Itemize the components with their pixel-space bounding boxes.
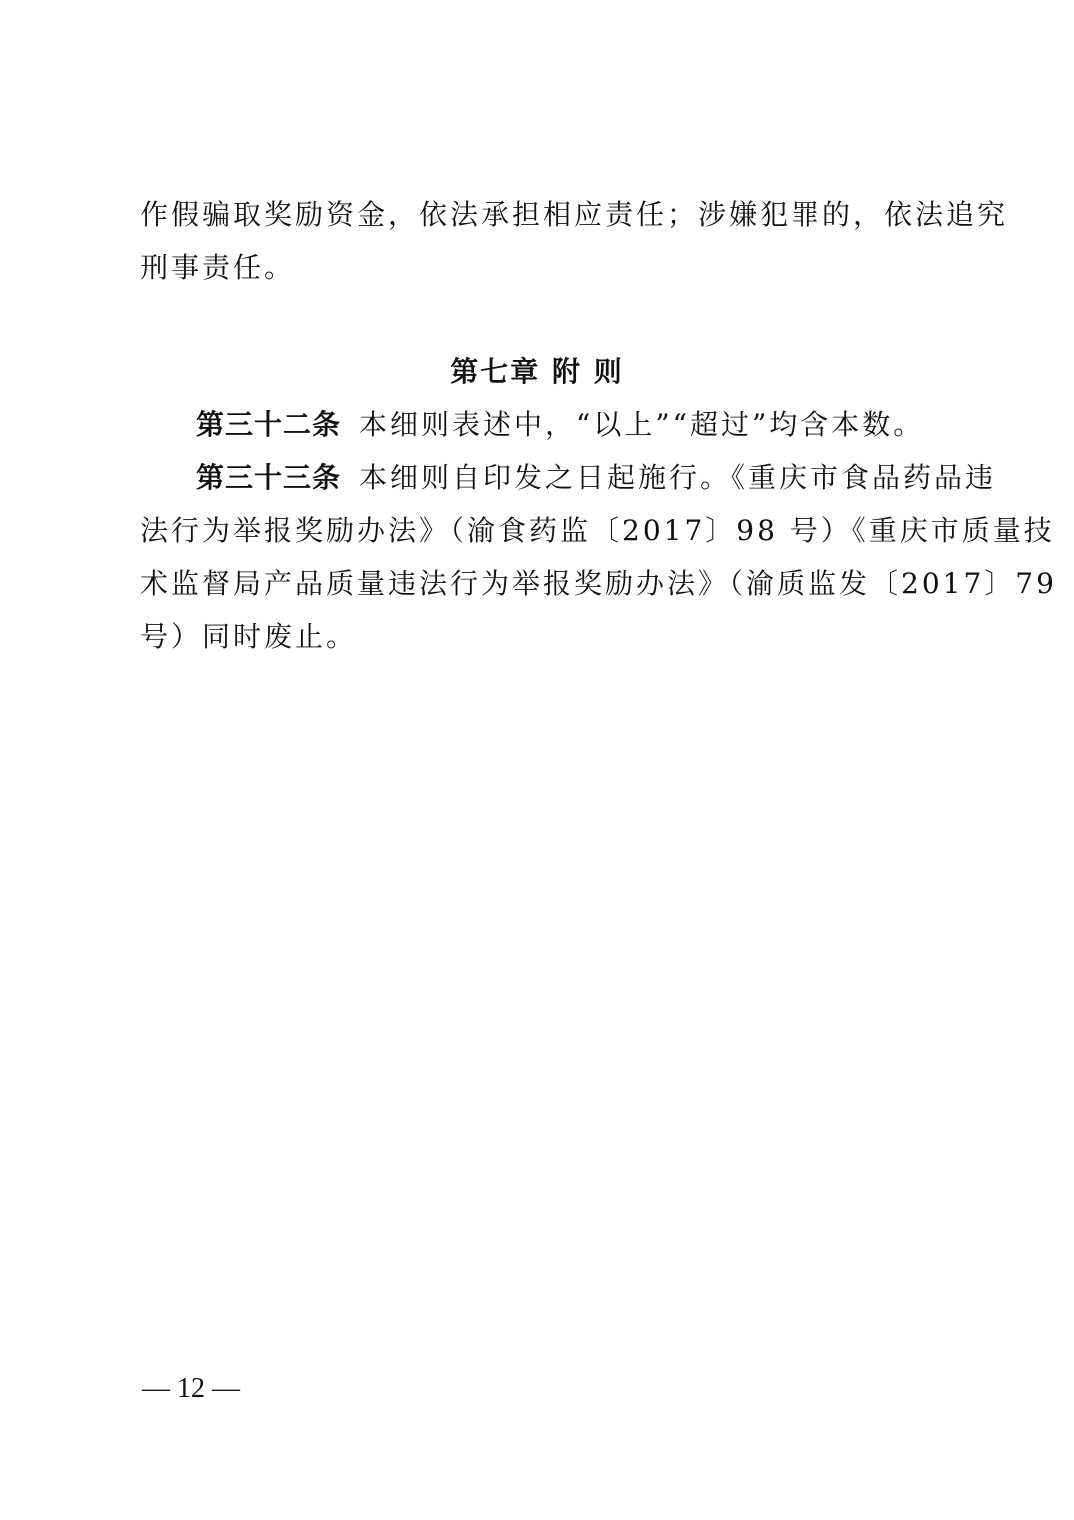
article-32 xyxy=(196,405,924,445)
paragraph-line: 刑事责任。 xyxy=(140,251,296,284)
paragraph-line: 术监督局产品质量违法行为举报奖励办法》（渝质监发〔2017〕79 xyxy=(140,567,1057,600)
page-number: — 12 — xyxy=(142,1373,240,1404)
article-33 xyxy=(196,458,996,498)
paragraph-line: 号）同时废止。 xyxy=(140,620,358,653)
article-label: 第三十二条 xyxy=(196,408,342,441)
chapter-heading: 第七章 附 则 xyxy=(450,355,624,388)
article-label: 第三十三条 xyxy=(196,461,342,494)
article-text: 本细则自印发之日起施行。《重庆市食品药品违 xyxy=(359,461,997,494)
paragraph-line: 作假骗取奖励资金，依法承担相应责任；涉嫌犯罪的，依法追究 xyxy=(140,198,1009,231)
paragraph-line: 法行为举报奖励办法》（渝食药监〔2017〕98 号）《重庆市质量技 xyxy=(140,514,1055,547)
article-text: 本细则表述中，“以上”“超过”均含本数。 xyxy=(359,408,925,441)
